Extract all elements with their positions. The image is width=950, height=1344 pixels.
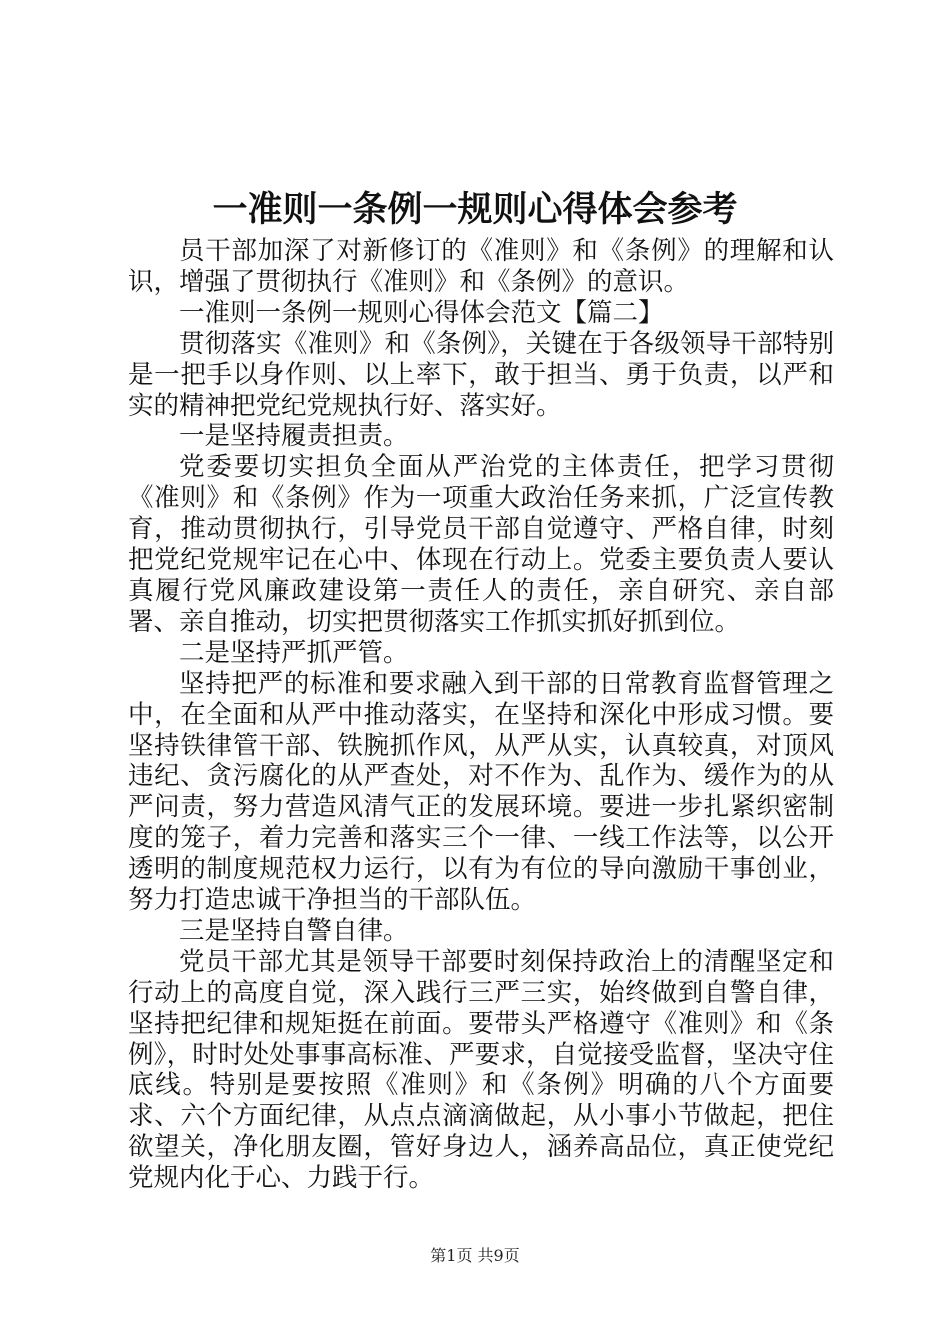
subheading: 三是坚持自警自律。 xyxy=(179,915,409,946)
paragraph: 坚持把严的标准和要求融入到干部的日常教育监督管理之中，在全面和从严中推动落实，在坚持和深化中形成习惯。要坚持铁律管干部、铁腕抓作风，从严从实，认真较真，对顶风违纪、贪污腐化的从严查处，对不作为、乱作为、缓作为的从严问责，努力营造风清气正的发展环境。要进一步扎紧织密制度的笼子，着力完善和落实三个一律、一线工作法等，以公开透明的制度规范权力运行，以有为有位的导向激励干事创业，努力打造忠诚干净担当的干部队伍。 xyxy=(128,668,834,916)
paragraph: 党员干部尤其是领导干部要时刻保持政治上的清醒坚定和行动上的高度自觉，深入践行三严三实，始终做到自警自律，坚持把纪律和规矩挺在前面。要带头严格遵守《准则》和《条例》，时时处处事事高标准、严要求，自觉接受监督，坚决守住底线。特别是要按照《准则》和《条例》明确的八个方面要求、六个方面纪律，从点点滴滴做起，从小事小节做起，把住欲望关，净化朋友圈，管好身边人，涵养高品位，真正使党纪党规内化于心、力践于行。 xyxy=(128,946,834,1194)
section-heading: 一准则一条例一规则心得体会范文【篇二】 xyxy=(179,297,664,328)
subheading: 一是坚持履责担责。 xyxy=(179,421,409,452)
paragraph: 贯彻落实《准则》和《条例》，关键在于各级领导干部特别是一把手以身作则、以上率下，敢于担当、勇于负责，以严和实的精神把党纪党规执行好、落实好。 xyxy=(128,328,834,421)
paragraph: 党委要切实担负全面从严治党的主体责任，把学习贯彻《准则》和《条例》作为一项重大政治任务来抓，广泛宣传教育，推动贯彻执行，引导党员干部自觉遵守、严格自律，时刻把党纪党规牢记在心中、体现在行动上。党委主要负责人要认真履行党风廉政建设第一责任人的责任，亲自研究、亲自部署、亲自推动，切实把贯彻落实工作抓实抓好抓到位。 xyxy=(128,452,834,637)
subheading: 二是坚持严抓严管。 xyxy=(179,637,409,668)
page-footer: 第1页 共9页 xyxy=(430,1246,520,1265)
document-title: 一准则一条例一规则心得体会参考 xyxy=(212,189,738,230)
document-body xyxy=(128,236,834,1194)
paragraph: 员干部加深了对新修订的《准则》和《条例》的理解和认识，增强了贯彻执行《准则》和《条例》的意识。 xyxy=(128,236,834,297)
